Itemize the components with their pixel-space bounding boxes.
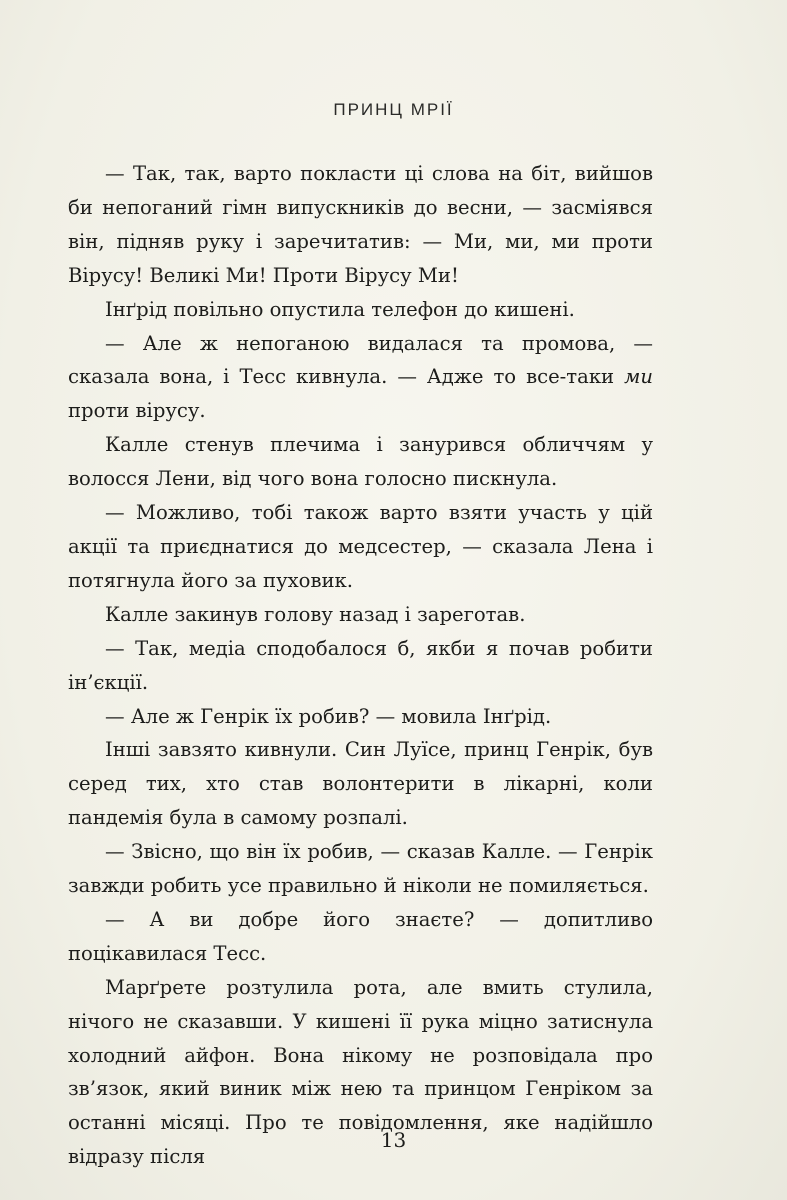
paragraph-text: — Але ж непоганою видалася та промова, — сказала вона, і Тесс кивнула. — Адже то все-таки <box>68 331 653 389</box>
paragraph-text: проти вірусу. <box>68 399 206 423</box>
paragraph: — Можливо, тобі також варто взяти участь у цій акції та приєднатися до медсестер, — сказала Лена і потягнула його за пуховик. <box>68 501 653 592</box>
paragraph: — Так, так, варто покласти ці слова на біт, вийшов би непоганий гімн випускників до весни, — засміявся він, підняв руку і заречитатив: — Ми, ми, ми проти Вірусу! Великі Ми! Проти Вірусу Ми! <box>68 162 653 287</box>
body-text <box>68 157 653 1174</box>
paragraph: Марґрете розтулила рота, але вмить стулила, нічого не сказавши. У кишені її рука міцно затиснула холодний айфон. Вона нікому не розповідала про зв’язок, який виник між нею та принцом Генріком за останні місяці. Про те повідомлення, яке надійшло відразу після <box>68 975 653 1169</box>
italic-emphasis: ми <box>624 365 653 389</box>
paragraph: — Але ж Генрік їх робив? — мовила Інґрід. <box>105 704 552 728</box>
paragraph: Калле закинув голову назад і зареготав. <box>105 602 526 626</box>
paragraph: Інґрід повільно опустила телефон до кишені. <box>105 297 575 321</box>
paragraph: — А ви добре його знаєте? — допитливо поцікавилася Тесс. <box>68 907 653 965</box>
page-number: 13 <box>380 1128 407 1152</box>
paragraph: Інші завзято кивнули. Син Луїсе, принц Генрік, був серед тих, хто став волонтерити в лікарні, коли пандемія була в самому розпалі. <box>68 738 653 830</box>
paragraph: — Звісно, що він їх робив, — сказав Калле. — Генрік завжди робить усе правильно й ніколи не помиляється. <box>68 840 653 898</box>
running-head-title: ПРИНЦ МРІЇ <box>333 100 454 119</box>
paragraph: — Так, медіа сподобалося б, якби я почав робити ін’єкції. <box>68 636 653 694</box>
paragraph <box>68 327 653 429</box>
paragraph: Калле стенув плечима і занурився обличчям у волосся Лени, від чого вона голосно пискнула. <box>68 433 653 491</box>
